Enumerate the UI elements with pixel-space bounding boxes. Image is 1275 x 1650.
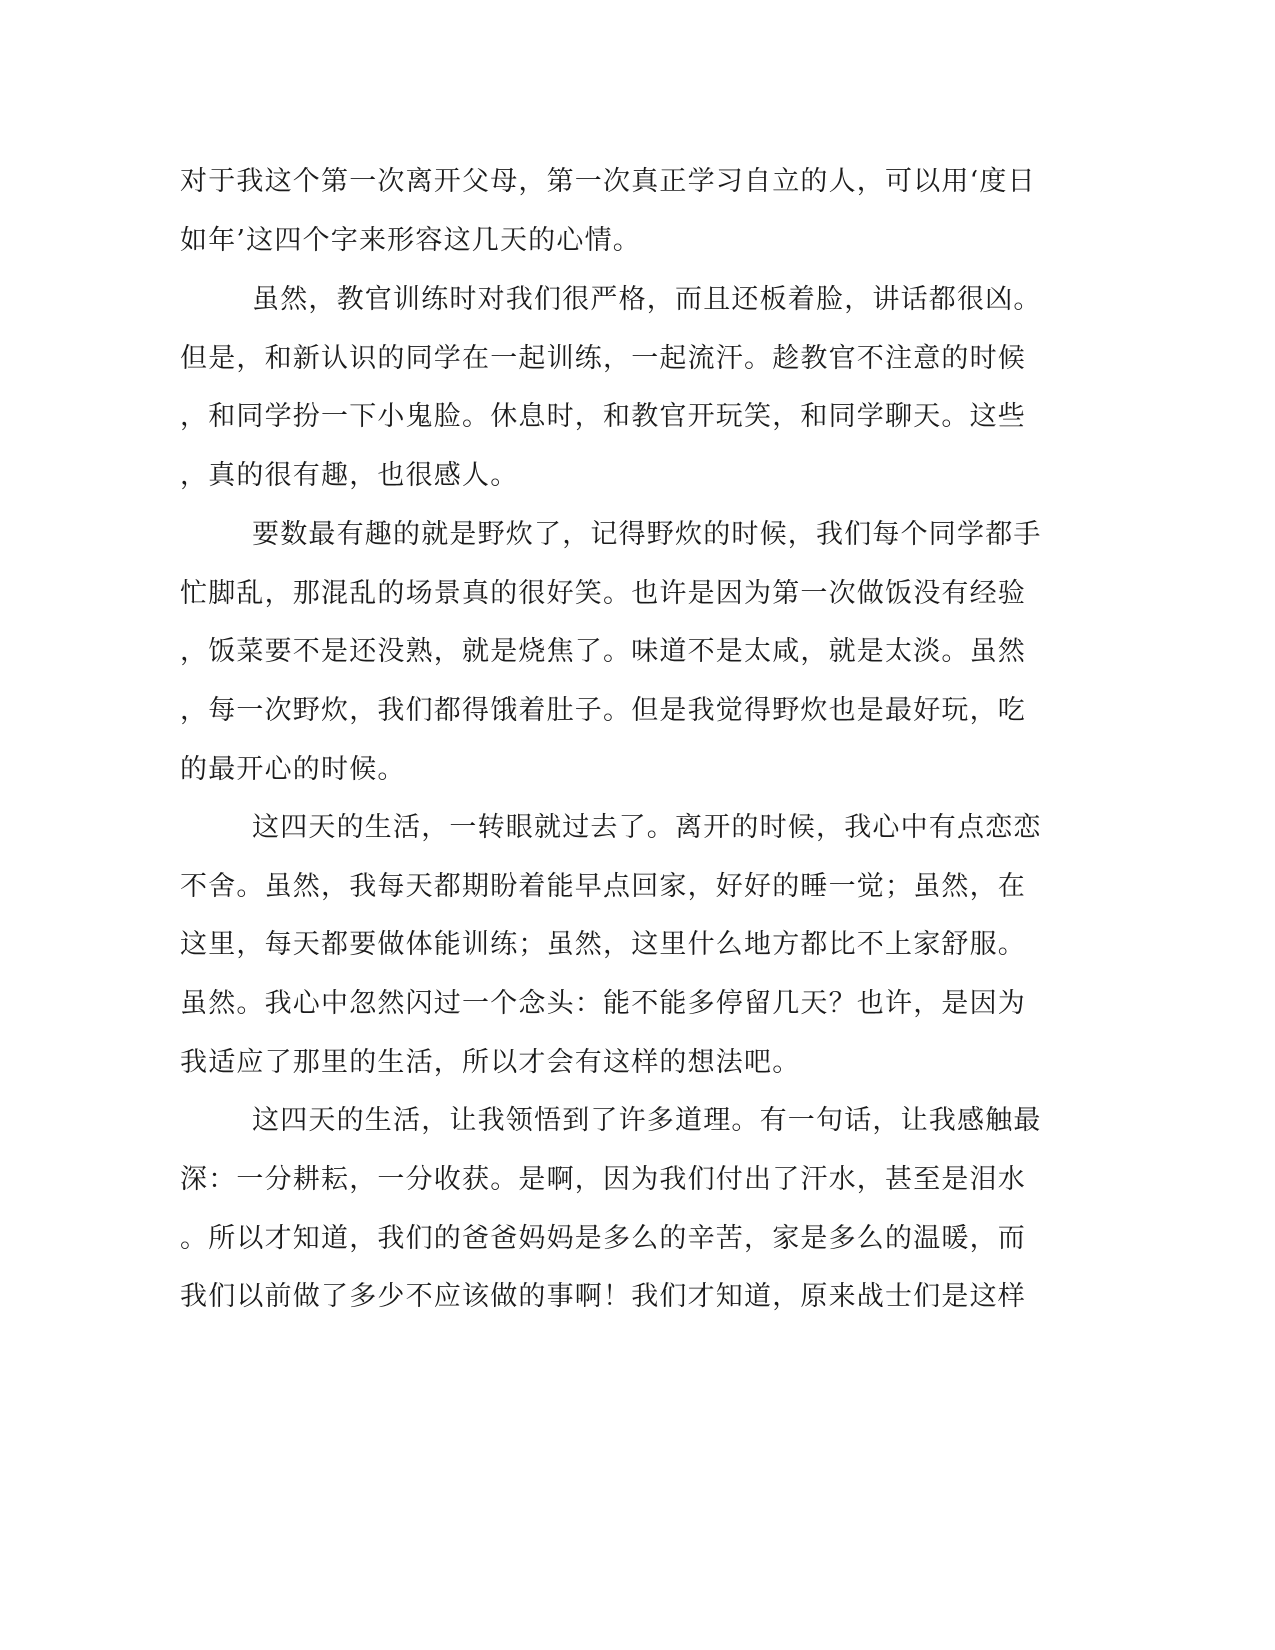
paragraph-line: 要数最有趣的就是野炊了，记得野炊的时候，我们每个同学都手 [252, 519, 1042, 550]
paragraph-line: 这四天的生活，让我领悟到了许多道理。有一句话，让我感触最 [252, 1105, 1042, 1136]
paragraph-line: 这四天的生活，一转眼就过去了。离开的时候，我心中有点恋恋 [252, 812, 1042, 843]
paragraph-line: 虽然。我心中忽然闪过一个念头：能不能多停留几天？也许，是因为 [180, 988, 1026, 1019]
paragraph-line: 的最开心的时候。 [180, 754, 406, 785]
paragraph-line: 对于我这个第一次离开父母，第一次真正学习自立的人，可以用‘度日 [180, 166, 1036, 197]
paragraph-line: 虽然，教官训练时对我们很严格，而且还板着脸，讲话都很凶。 [252, 284, 1042, 315]
paragraph-line: 我们以前做了多少不应该做的事啊！我们才知道，原来战士们是这样 [180, 1281, 1026, 1312]
paragraph-line: 这里，每天都要做体能训练；虽然，这里什么地方都比不上家舒服。 [180, 929, 1026, 960]
paragraph-line: 我适应了那里的生活，所以才会有这样的想法吧。 [180, 1047, 801, 1078]
paragraph-line: 。所以才知道，我们的爸爸妈妈是多么的辛苦，家是多么的温暖，而 [180, 1223, 1026, 1254]
paragraph-line: 不舍。虽然，我每天都期盼着能早点回家，好好的睡一觉；虽然，在 [180, 871, 1026, 902]
paragraph-line: ，真的很有趣，也很感人。 [180, 460, 519, 491]
paragraph-line: 忙脚乱，那混乱的场景真的很好笑。也许是因为第一次做饭没有经验 [180, 578, 1026, 609]
paragraph-line: ，每一次野炊，我们都得饿着肚子。但是我觉得野炊也是最好玩，吃 [180, 695, 1026, 726]
paragraph-line: 如年’这四个字来形容这几天的心情。 [180, 225, 641, 256]
paragraph-line: ，饭菜要不是还没熟，就是烧焦了。味道不是太咸，就是太淡。虽然 [180, 636, 1026, 667]
paragraph-line: ，和同学扮一下小鬼脸。休息时，和教官开玩笑，和同学聊天。这些 [180, 401, 1026, 432]
paragraph-line: 但是，和新认识的同学在一起训练，一起流汗。趁教官不注意的时候 [180, 343, 1026, 374]
paragraph-line: 深：一分耕耘，一分收获。是啊，因为我们付出了汗水，甚至是泪水 [180, 1164, 1026, 1195]
